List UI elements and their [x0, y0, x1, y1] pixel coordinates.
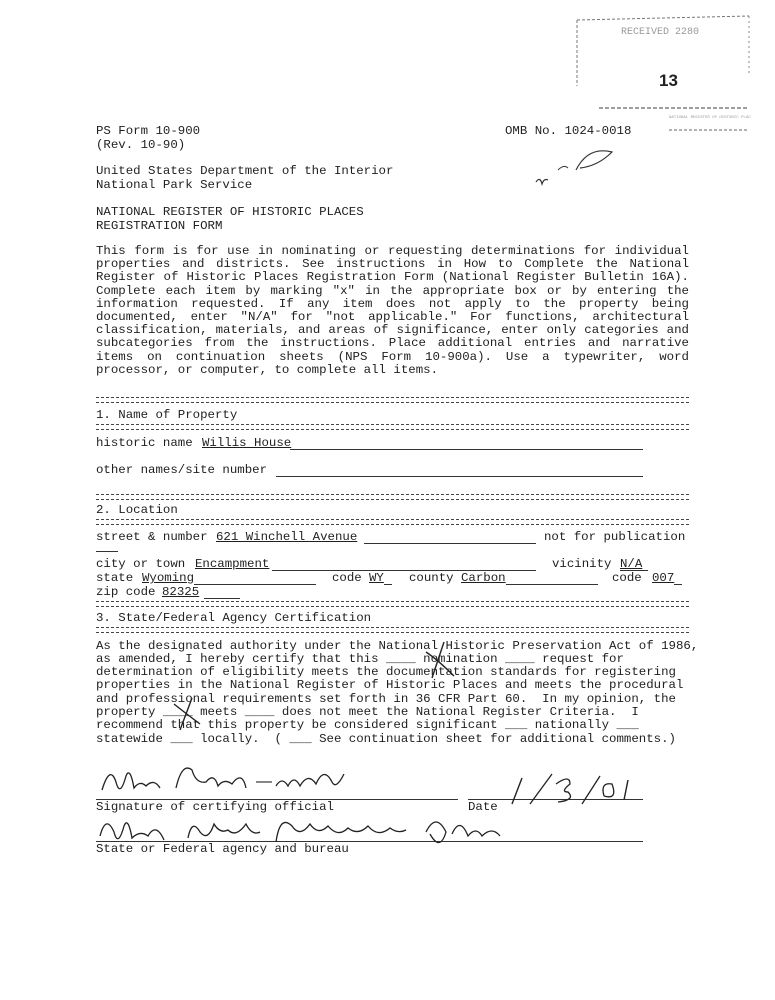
omb-number: OMB No. 1024-0018: [505, 124, 632, 138]
historic-name-value: Willis House: [202, 436, 292, 450]
zip-line: [204, 598, 240, 599]
cert-line-6: property ____ meets ____ does not meet the National Register Criteria. I: [96, 705, 639, 719]
cert-line-7: recommend that this property be considered significant ___ nationally ___: [96, 718, 639, 732]
vicinity-value: N/A: [620, 557, 643, 571]
date-label: Date: [468, 800, 498, 814]
cert-line-3: determination of eligibility meets the documentation standards for registering: [96, 665, 676, 679]
county-code-line: [674, 584, 682, 585]
department: United States Department of the Interior: [96, 164, 394, 178]
state-code-value: WY: [369, 571, 384, 585]
form-revision: (Rev. 10-90): [96, 138, 186, 152]
form-title-line2: REGISTRATION FORM: [96, 219, 223, 233]
other-names-line: [276, 476, 643, 477]
state-label: state: [96, 571, 134, 585]
separator: [96, 627, 689, 633]
cert-line-8: statewide ___ locally. ( ___ See continuation sheet for additional comments.): [96, 732, 676, 746]
separator: [96, 424, 689, 430]
county-value: Carbon: [461, 571, 506, 585]
state-code-line: [384, 584, 392, 585]
not-for-publication-label: not for publication: [544, 530, 686, 544]
agency-label: State or Federal agency and bureau: [96, 842, 349, 856]
cert-line-5: and professional requirements set forth in 36 CFR Part 60. In my opinion, the: [96, 692, 676, 706]
section3-heading: 3. State/Federal Agency Certification: [96, 611, 372, 625]
separator: [96, 494, 689, 500]
street-value: 621 Winchell Avenue: [216, 530, 358, 544]
handwritten-date: [500, 770, 640, 810]
received-stamp: [573, 14, 751, 134]
zip-value: 82325: [162, 585, 200, 599]
vicinity-label: vicinity: [552, 557, 612, 571]
stamp-line3: NATIONAL REGISTER OF HISTORIC PLACES: [669, 116, 751, 120]
state-value: Wyoming: [142, 571, 195, 585]
state-code-label: code: [332, 571, 362, 585]
separator: [96, 519, 689, 525]
city-label: city or town: [96, 557, 186, 571]
county-label: county: [409, 571, 454, 585]
signature-label: Signature of certifying official: [96, 800, 334, 814]
handwritten-initials: [528, 140, 618, 200]
cert-line-2: as amended, I hereby certify that this ____ nomination ____ request for: [96, 652, 624, 666]
separator: [96, 601, 689, 607]
county-line: [506, 584, 598, 585]
street-line: [364, 543, 536, 544]
service: National Park Service: [96, 178, 253, 192]
section2-heading: 2. Location: [96, 503, 178, 517]
other-names-label: other names/site number: [96, 463, 268, 477]
cert-line-1: As the designated authority under the National Historic Preservation Act of 1986,: [96, 639, 699, 653]
historic-name-line: [290, 449, 643, 450]
form-title-line1: NATIONAL REGISTER OF HISTORIC PLACES: [96, 205, 364, 219]
section1-heading: 1. Name of Property: [96, 408, 238, 422]
county-code-label: code: [612, 571, 642, 585]
county-code-value: 007: [652, 571, 675, 585]
instructions-paragraph: This form is for use in nominating or requesting determinations for individual properties and districts. See instructions in How to Complete the National Register of Historic Places Registration Form (National Register Bulletin 16A). Complete each item by marking "x" in the appropriate box or by entering the information requested. If any item does not apply to the property being documented, enter "N/A" for "not applicable." For functions, architectural classification, materials, and areas of significance, enter only categories and subcategories from the instructions. Place additional entries and narrative items on continuation sheets (NPS Form 10-900a). Use a typewriter, word processor, or computer, to complete all items.: [96, 244, 689, 377]
zip-label: zip code: [96, 585, 156, 599]
handwritten-agency: [96, 812, 516, 856]
stamp-line1: RECEIVED 2280: [621, 27, 700, 38]
city-value: Encampment: [195, 557, 270, 571]
street-label: street & number: [96, 530, 208, 544]
state-line: [194, 584, 316, 585]
stamp-number: 13: [659, 71, 678, 90]
nomination-x-mark: [418, 640, 468, 680]
historic-name-label: historic name: [96, 436, 193, 450]
nfp-check-line: [96, 551, 118, 552]
meets-x-mark: [170, 694, 210, 734]
separator: [96, 397, 689, 403]
handwritten-signature: [96, 760, 356, 810]
cert-line-4: properties in the National Register of Historic Places and meets the procedural: [96, 678, 684, 692]
form-number: PS Form 10-900: [96, 124, 201, 138]
